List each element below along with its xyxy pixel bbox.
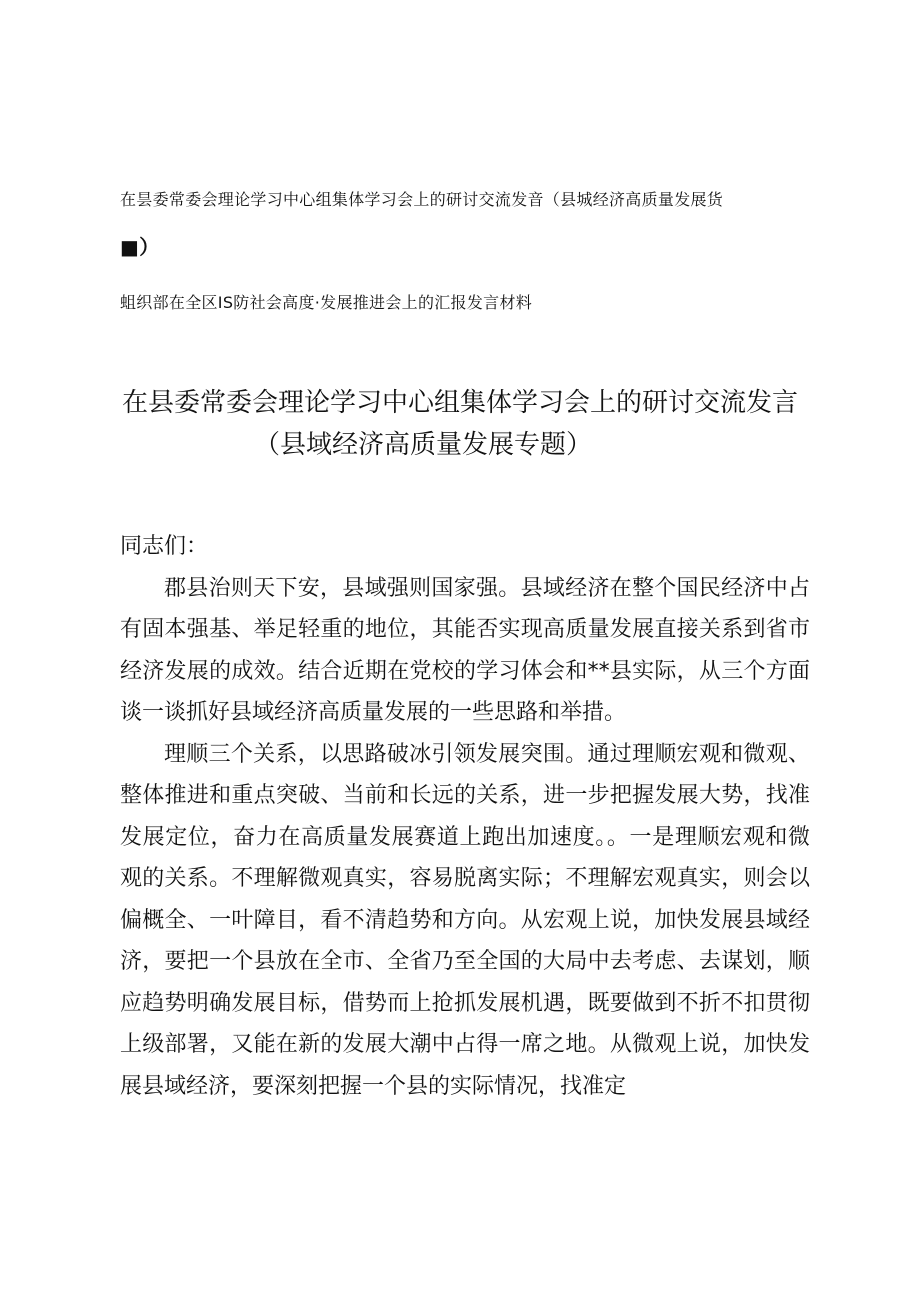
title-line-1: 在县委常委会理论学习中心组集体学习会上的研讨交流发言: [122, 388, 799, 418]
document-title: [100, 382, 820, 466]
header-line-2: 蛆织部在全区IS防社会高度·发展推进会上的汇报发言材料: [120, 293, 533, 312]
header-line-1: 在昙委常委会理论学习中心组集体学习会上的研讨交流发音（县城经济高质量发展货: [120, 190, 724, 209]
paragraph-2: 理顺三个关系，以思路破冰引领发展突围。通过理顺宏观和微观、整体推进和重点突破、当前和长远的关系，进一步把握发展大势，找准发展定位，奋力在高质量发展赛道上跑出加速度。。一是理顺宏观和微观的关系。不理解微观真实，容易脱离实际；不理解宏观真实，则会以偏概全、一叶障目，看不清趋势和方向。从宏观上说，加快发展县域经济，要把一个县放在全市、全省乃至全国的大局中去考虑、去谋划，顺应趋势明确发展目标，借势而上抢抓发展机遇，既要做到不折不扣贯彻上级部署，又能在新的发展大潮中占得一席之地。从微观上说，加快发展县域经济，要深刻把握一个县的实际情况，找准定: [120, 741, 810, 1099]
header-line-1-continued: ■）: [120, 235, 160, 259]
salutation: 同志们：: [120, 534, 209, 559]
paragraph-1: 郡县治则天下安，县域强则国家强。县域经济在整个国民经济中占有固本强基、举足轻重的地位，其能否实现高质量发展直接关系到省市经济发展的成效。结合近期在党校的学习体会和**县实际，从三个方面谈一谈抓好县域经济高质量发展的一些思路和举措。: [120, 575, 810, 725]
title-line-2: （县域经济高质量发展专题）: [254, 430, 593, 460]
document-body: [120, 526, 810, 1107]
